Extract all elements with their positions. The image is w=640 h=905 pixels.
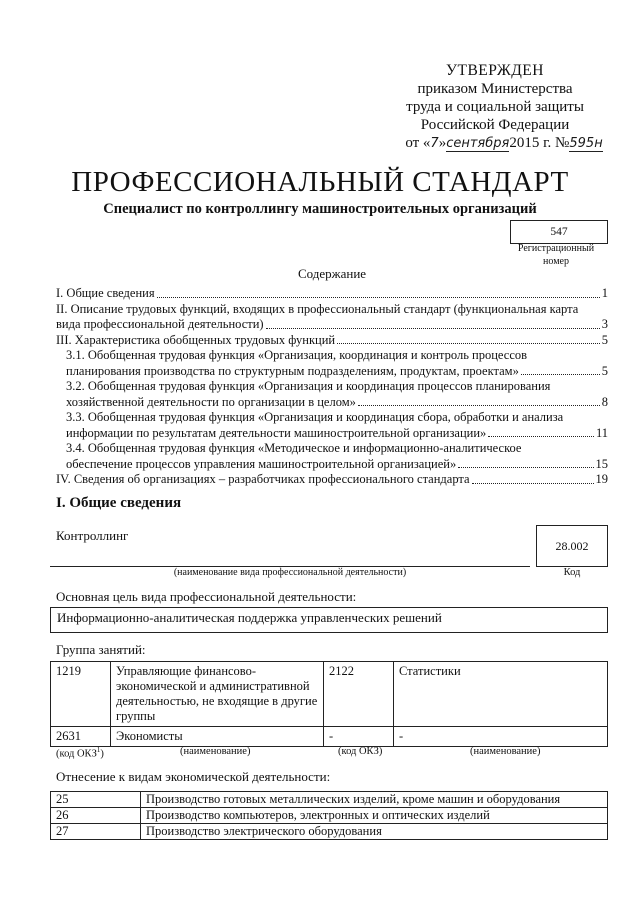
- occupation-name: Управляющие финансово-экономической и административной деятельностью, не входящие в другие группы: [111, 662, 324, 727]
- okved-name: Производство готовых металлических изделий, кроме машин и оборудования: [141, 792, 608, 808]
- goal-heading: Основная цель вида профессиональной деятельности:: [56, 589, 357, 604]
- occupation-code: -: [324, 727, 394, 747]
- okved-code: 26: [51, 808, 141, 824]
- occupation-code-caption: (код ОКЗ): [338, 746, 383, 757]
- contents-heading: Содержание: [297, 266, 367, 281]
- approval-date: от «7»сентября2015 г. №595н: [405, 135, 603, 151]
- table-row: [51, 824, 608, 840]
- occupation-code-caption: (код ОКЗ$^1$): [56, 746, 104, 760]
- toc-leader-dots: [521, 374, 600, 375]
- okved-name: Производство компьютеров, электронных и оптических изделий: [141, 808, 608, 824]
- okved-heading: Отнесение к видам экономической деятельности:: [56, 769, 331, 784]
- toc-leader-dots: [157, 297, 600, 298]
- occupation-name: Статистики: [394, 662, 608, 727]
- toc-entry: [56, 379, 608, 410]
- toc-entry-text: II. Описание трудовых функций, входящих в профессиональный стандарт (функциональная карта: [56, 301, 579, 316]
- toc-entry-text: 3.3. Обобщенная трудовая функция «Организация и координация сбора, обработки и анализа: [66, 410, 564, 424]
- handwritten-month: сентября: [446, 136, 510, 151]
- toc-entry: [56, 441, 608, 472]
- handwritten-order-number: 595н: [569, 136, 603, 151]
- toc-page-number: 5: [601, 363, 608, 378]
- toc-leader-dots: [358, 405, 600, 406]
- toc-entry: [56, 302, 608, 333]
- toc-page-number: 5: [601, 332, 608, 347]
- toc-page-number: 3: [601, 317, 608, 331]
- occupation-name: Экономисты: [111, 727, 324, 747]
- goal-text: Информационно-аналитическая поддержка управленческих решений: [50, 607, 608, 633]
- toc-entry: [56, 410, 608, 441]
- toc-entry: [56, 286, 608, 302]
- toc-entry-text: планирования производства по структурным подразделениям, продуктам, проектам»: [66, 363, 519, 378]
- toc-entry: [56, 472, 608, 488]
- toc-leader-dots: [488, 436, 594, 437]
- approval-heading: УТВЕРЖДЕН: [446, 62, 544, 79]
- approval-block: [370, 62, 620, 153]
- toc-leader-dots: [266, 328, 600, 329]
- toc-page-number: 11: [595, 425, 608, 440]
- section-heading: I. Общие сведения: [56, 495, 182, 511]
- approval-line: труда и социальной защиты: [406, 99, 584, 115]
- toc-page-number: 8: [601, 394, 608, 409]
- toc-entry-text: вида профессиональной деятельности): [56, 317, 264, 331]
- toc-entry-text: I. Общие сведения: [56, 286, 155, 300]
- activity-name: Контроллинг: [56, 528, 129, 543]
- activity-name-caption: (наименование вида профессиональной деятельности): [173, 567, 407, 578]
- occupation-name-caption: (наименование): [470, 746, 541, 757]
- handwritten-day: 7: [430, 136, 439, 151]
- okved-code: 25: [51, 792, 141, 808]
- table-row: [51, 727, 608, 747]
- table-row: [51, 662, 608, 727]
- document-subtitle: Специалист по контроллингу машиностроительных организаций: [103, 201, 537, 217]
- toc-entry-text: IV. Сведения об организациях – разработчиках профессионального стандарта: [56, 472, 470, 486]
- toc-page-number: 19: [595, 472, 608, 486]
- toc-entry-text: 3.1. Обобщенная трудовая функция «Организация, координация и контроль процессов: [66, 348, 528, 362]
- table-row: [51, 808, 608, 824]
- approval-line: Российской Федерации: [420, 117, 570, 133]
- toc-entry: [56, 348, 608, 379]
- toc-entry-text: хозяйственной деятельности по организации в целом»: [66, 394, 356, 409]
- occupation-name-caption: (наименование): [180, 746, 251, 757]
- toc-entry-text: 3.4. Обобщенная трудовая функция «Методическое и информационно-аналитическое: [66, 441, 522, 455]
- table-of-contents: [56, 286, 608, 488]
- toc-entry: [56, 333, 608, 349]
- okved-code: 27: [51, 824, 141, 840]
- toc-leader-dots: [337, 343, 600, 344]
- approval-line: приказом Министерства: [417, 81, 573, 97]
- occupation-group-heading: Группа занятий:: [56, 642, 146, 657]
- toc-entry-text: III. Характеристика обобщенных трудовых функций: [56, 332, 336, 347]
- table-row: [51, 792, 608, 808]
- registration-number: 547: [510, 220, 608, 244]
- toc-page-number: 15: [595, 456, 608, 471]
- toc-leader-dots: [472, 483, 594, 484]
- toc-entry-text: информации по результатам деятельности машиностроительной организации»: [66, 425, 487, 440]
- toc-entry-text: обеспечение процессов управления машиностроительной организацией»: [66, 456, 457, 471]
- activity-code: 28.002: [536, 525, 608, 567]
- registration-caption: Регистрационный номер: [517, 243, 595, 267]
- document-title: ПРОФЕССИОНАЛЬНЫЙ СТАНДАРТ: [71, 166, 569, 198]
- activity-code-caption: Код: [563, 567, 581, 578]
- occupation-code: 2122: [324, 662, 394, 727]
- toc-page-number: 1: [601, 286, 608, 300]
- toc-leader-dots: [458, 467, 593, 468]
- okved-name: Производство электрического оборудования: [141, 824, 608, 840]
- toc-entry-text: 3.2. Обобщенная трудовая функция «Организация и координация процессов планирования: [66, 379, 551, 393]
- occupation-table: [50, 661, 608, 747]
- occupation-code: 2631: [51, 727, 111, 747]
- occupation-name: -: [394, 727, 608, 747]
- okved-table: [50, 791, 608, 840]
- occupation-code: 1219: [51, 662, 111, 727]
